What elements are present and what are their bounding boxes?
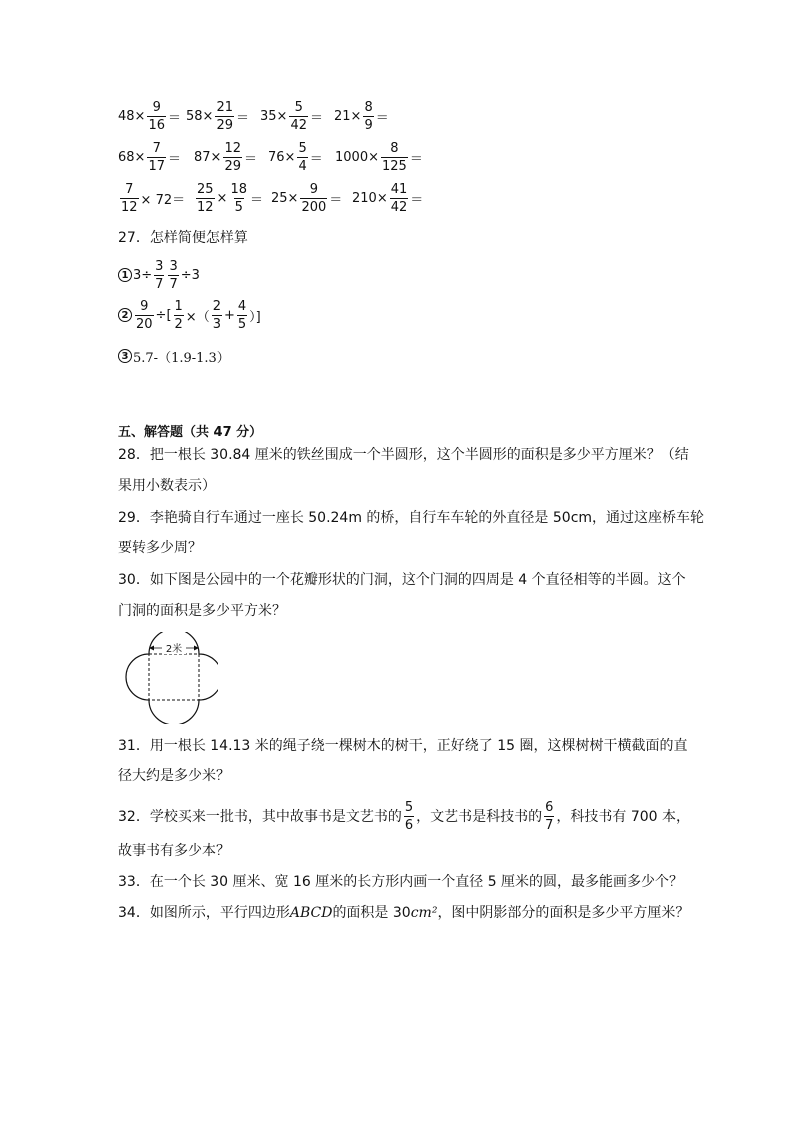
calc-item: 25× $\frac{9}{200}$ ＝ (271, 182, 343, 215)
calc-item: 21× $\frac{8}{9}$ ＝ (334, 100, 389, 133)
fraction: $\frac{9}{16}$ (148, 100, 165, 133)
fraction: $\frac{21}{29}$ (216, 100, 233, 133)
flower-door-figure (124, 632, 218, 724)
q27-sub-1: 1 3÷ $\frac{3}{7}$ $\frac{3}{7}$ ÷3 (118, 258, 200, 292)
circled-number: 3 (118, 349, 132, 363)
fraction: $\frac{12}{29}$ (224, 141, 241, 174)
calc-item: $\frac{7}{12}$ × 72＝ (121, 182, 186, 215)
q28-line-1: 28．把一根长 30.84 厘米的铁丝围成一个半圆形，这个半圆形的面积是多少平方厘米？（结 (118, 447, 689, 463)
calc-item: 48× $\frac{9}{16}$ ＝ (118, 100, 181, 133)
fraction: $\frac{5}{42}$ (290, 100, 307, 133)
q27-sub-3: 3 5.7-（1.9-1.3） (118, 347, 230, 365)
circled-number: 1 (118, 268, 132, 282)
fraction: $\frac{4}{5}$ (237, 298, 247, 332)
calc-item: 1000× $\frac{8}{125}$ ＝ (335, 141, 423, 174)
calc-item: 210× $\frac{41}{42}$ ＝ (352, 182, 424, 215)
calc-item: 87× $\frac{12}{29}$ ＝ (194, 141, 257, 174)
fraction: $\frac{5}{4}$ (298, 141, 307, 174)
fraction: $\frac{3}{7}$ (169, 258, 178, 292)
fraction: $\frac{5}{6}$ (404, 799, 414, 833)
q33-line-1: 33．在一个长 30 厘米、宽 16 厘米的长方形内画一个直径 5 厘米的圆，最多能画多少个？ (118, 874, 684, 890)
fraction: $\frac{3}{7}$ (155, 258, 164, 292)
fraction: $\frac{9}{200}$ (301, 182, 327, 215)
fraction: $\frac{8}{9}$ (364, 100, 373, 133)
calc-text: 48× (118, 109, 146, 124)
q27-sub-2: 2 $\frac{9}{20}$ ÷[ $\frac{1}{2}$ ×（ $\frac{2}{3}$ + $\frac{4}{5}$ ）] (118, 298, 261, 332)
q28-line-2: 果用小数表示） (118, 478, 216, 494)
q32-line-2: 故事书有多少本？ (118, 843, 230, 859)
calc-item: 76× $\frac{5}{4}$ ＝ (268, 141, 323, 174)
fraction: $\frac{2}{3}$ (212, 298, 221, 332)
section-title: 五、解答题（共 47 分） (118, 425, 263, 440)
fraction: $\frac{8}{125}$ (381, 141, 407, 174)
q30-line-2: 门洞的面积是多少平方米？ (118, 603, 286, 619)
inner-square (149, 654, 199, 700)
q31-line-2: 径大约是多少米？ (118, 768, 230, 784)
fraction: $\frac{1}{2}$ (174, 298, 183, 332)
calc-item: 35× $\frac{5}{42}$ ＝ (260, 100, 323, 133)
q29-line-2: 要转多少周？ (118, 540, 202, 556)
fraction: $\frac{9}{20}$ (136, 298, 153, 332)
fraction: $\frac{41}{42}$ (390, 182, 408, 215)
fraction: $\frac{25}{12}$ (197, 182, 214, 215)
circled-number: 2 (118, 308, 132, 322)
calc-item: 58× $\frac{21}{29}$ ＝ (186, 100, 249, 133)
calc-item: 68× $\frac{7}{17}$ ＝ (118, 141, 181, 174)
q30-line-1: 30．如下图是公园中的一个花瓣形状的门洞，这个门洞的四周是 4 个直径相等的半圆。这个 (118, 572, 686, 588)
dimension-label: 2米 (165, 644, 183, 655)
fraction: $\frac{7}{12}$ (121, 182, 138, 215)
q31-line-1: 31．用一根长 14.13 米的绳子绕一棵树木的树干，正好绕了 15 圈，这棵树树干横截面的直 (118, 738, 688, 754)
q34-line-1: 34．如图所示，平行四边形ABCD的面积是 30cm²，图中阴影部分的面积是多少平方厘米？ (118, 905, 690, 921)
calc-item: $\frac{25}{12}$ × $\frac{18}{5}$ ＝ (197, 182, 264, 215)
fraction: $\frac{18}{5}$ (230, 182, 247, 215)
fraction: $\frac{7}{17}$ (148, 141, 165, 174)
fraction: $\frac{6}{7}$ (545, 799, 554, 833)
q27-title: 27．怎样简便怎样算 (118, 230, 248, 246)
q29-line-1: 29．李艳骑自行车通过一座长 50.24m 的桥，自行车车轮的外直径是 50cm，通过这座桥车轮 (118, 510, 705, 526)
q32-line-1: 32．学校买来一批书，其中故事书是文艺书的 $\frac{5}{6}$ ，文艺书是科技书的 $\frac{6}{7}$ ，科技书有 700 本， (118, 799, 691, 833)
